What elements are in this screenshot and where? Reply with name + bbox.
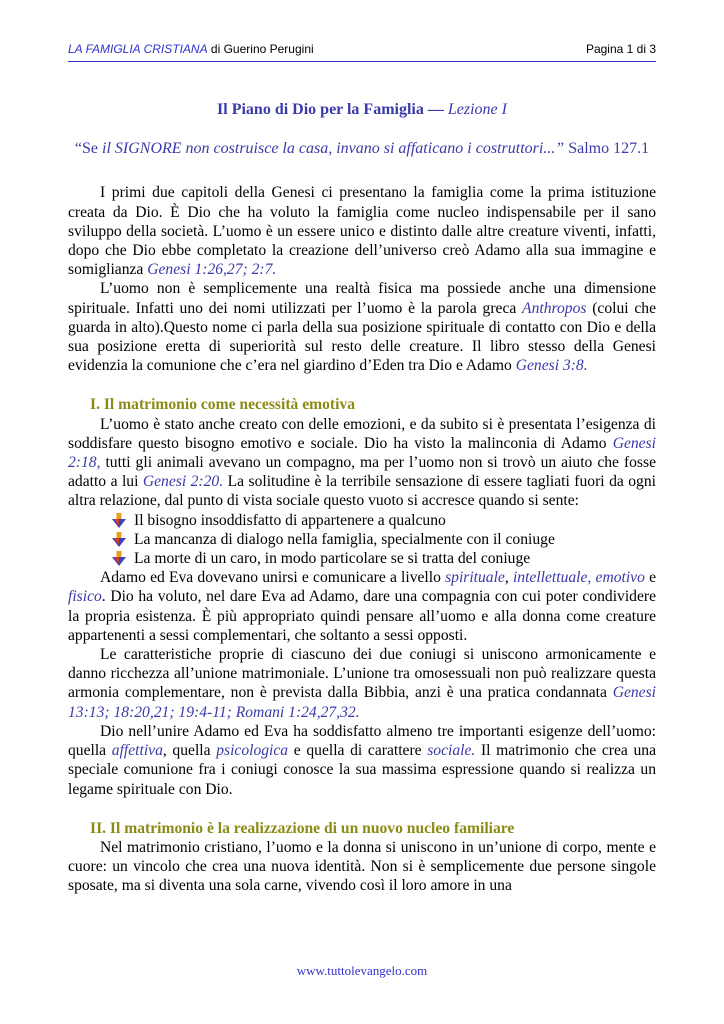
- paragraph-3: [68, 415, 656, 511]
- p1-reference: Genesi 1:26,27; 2:7.: [147, 261, 277, 279]
- p4-a: Adamo ed Eva dovevano unirsi e comunicare a livello: [100, 569, 446, 587]
- p6-b: Il matrimonio che crea una speciale comunione fra i coniugi conosce la sua massima espressione quando si realizza un legame spirituale con Dio.: [68, 742, 657, 798]
- p7-text: Nel matrimonio cristiano, l’uomo e la donna si uniscono in un’unione di corpo, mente e cuore: un vincolo che crea una nuova identità. Non si è semplicemente due persone singole sposate, ma si diventa una sola carne, vivendo così il loro amore in una: [68, 838, 656, 895]
- p3-c: La solitudine è la terribile sensazione di essere tagliati fuori da ogni altra relazione, dal punto di vista sociale questo vuoto si accresce quando si sente:: [68, 473, 656, 510]
- p6-word-3: sociale.: [427, 742, 476, 760]
- p2-reference: Genesi 3:8.: [515, 357, 588, 375]
- quote-open: “Se: [74, 140, 102, 158]
- header-divider: [68, 61, 656, 62]
- p6-a: Dio nell’unire Adamo ed Eva ha soddisfatto almeno tre importanti esigenze dell’uomo: quella: [68, 722, 656, 760]
- document-body: [68, 100, 656, 896]
- paragraph-7: [68, 838, 656, 896]
- title-lesson: Lezione I: [447, 101, 507, 118]
- p4-word-1: spirituale: [445, 569, 505, 587]
- bullet-text: La morte di un caro, in modo particolare se si tratta del coniuge: [134, 550, 531, 568]
- down-arrow-bullet-icon: [112, 513, 126, 528]
- p4-word-4: fisico: [68, 588, 102, 606]
- down-arrow-bullet-icon: [112, 551, 126, 566]
- bullet-text: La mancanza di dialogo nella famiglia, specialmente con il coniuge: [134, 530, 555, 548]
- p6-word-1: affettiva: [111, 742, 163, 760]
- p1-text: I primi due capitoli della Genesi ci presentano la famiglia come la prima istituzione creata da Dio. È Dio che ha voluto la famiglia come nucleo indispensabile per il sano sviluppo della società. L’uomo è un essere unico e distinto dalle altre creature viventi, infatti, dopo che Dio ebbe completato la creazione dell’universo creò Adamo alla sua immagine e somiglianza: [68, 184, 656, 279]
- p5-a: Le caratteristiche proprie di ciascuno dei due coniugi si uniscono armonicamente e danno ricchezza all’unione matrimoniale. L’unione tra omosessuali non può realizzare questa armonia complementare, non è prevista dalla Bibbia, anzi è una pratica condannata: [68, 646, 656, 702]
- p3-a: L’uomo è stato anche creato con delle emozioni, e da subito si è presentata l’esigenza di soddisfare questo bisogno emotivo e sociale. Dio ha visto la malinconia di Adamo: [68, 415, 656, 452]
- p3-reference-1: Genesi 2:18,: [68, 434, 656, 472]
- paragraph-5: [68, 645, 656, 722]
- down-arrow-bullet-icon: [112, 532, 126, 547]
- p4-sep-1: ,: [504, 569, 513, 587]
- p6-word-2: psicologica: [216, 742, 289, 760]
- p6-sep-1: , quella: [162, 742, 217, 760]
- quote-text: il SIGNORE non costruisce la casa, invano si affaticano i costruttori...”: [102, 140, 565, 158]
- title-main: Il Piano di Dio per la Famiglia: [217, 101, 424, 118]
- p5-reference: Genesi 13:13; 18:20,21; 19:4-11; Romani 1:24,27,32.: [68, 684, 656, 721]
- paragraph-2: [68, 279, 656, 375]
- paragraph-1: [68, 183, 656, 279]
- p2-a: L’uomo non è semplicemente una realtà fisica ma possiede anche una dimensione spirituale. Infatti uno dei nomi utilizzati per l’uomo è la parola greca: [68, 280, 656, 317]
- p4-word-2: intellettuale,: [512, 569, 592, 587]
- quote-reference: Salmo 127.1: [564, 140, 650, 158]
- paragraph-6: [68, 722, 656, 799]
- section-heading-2: II. Il matrimonio è la realizzazione di un nuovo nucleo familiare: [90, 819, 515, 837]
- footer-website-link[interactable]: www.tuttolevangelo.com: [296, 963, 428, 978]
- page-number: Pagina 1 di 3: [585, 42, 656, 56]
- paragraph-4: [68, 568, 656, 645]
- document-title: [68, 100, 656, 119]
- epigraph-quote: [68, 139, 656, 158]
- p3-b: tutti gli animali avevano un compagno, ma per l’uomo non si trovò un aiuto che fosse adatto a lui: [68, 454, 656, 491]
- list-item: [110, 549, 656, 568]
- header-left: [68, 42, 314, 56]
- p4-sep-3: e: [644, 569, 657, 587]
- bullet-list: [110, 511, 656, 569]
- p2-b: (colui che guarda in alto).Questo nome ci parla della sua posizione spirituale di contatto con Dio e della sua posizione eretta di superiorità sul resto delle creature. Il libro stesso della Genesi evidenzia la comunione che c’era nel giardino d’Eden tra Dio e Adamo: [68, 299, 656, 375]
- list-item: [110, 530, 656, 549]
- p2-word: Anthropos: [522, 299, 587, 317]
- p3-reference-2: Genesi 2:20.: [142, 473, 224, 491]
- p4-word-3: emotivo: [595, 569, 645, 587]
- header-title: LA FAMIGLIA CRISTIANA: [68, 42, 208, 56]
- section-heading-1: I. Il matrimonio come necessità emotiva: [90, 396, 356, 414]
- title-dash: —: [423, 101, 448, 118]
- header-author: di Guerino Perugini: [207, 42, 314, 56]
- p6-sep-2: e quella di carattere: [288, 742, 428, 760]
- list-item: [110, 511, 656, 530]
- bullet-text: Il bisogno insoddisfatto di appartenere a qualcuno: [134, 511, 446, 529]
- p4-b: . Dio ha voluto, nel dare Eva ad Adamo, dare una compagnia con cui poter condividere la propria esistenza. È più appropriato quindi pensare all’uomo e alla donna come creature appartenenti a sessi complementari, che soltanto a sessi opposti.: [68, 588, 656, 644]
